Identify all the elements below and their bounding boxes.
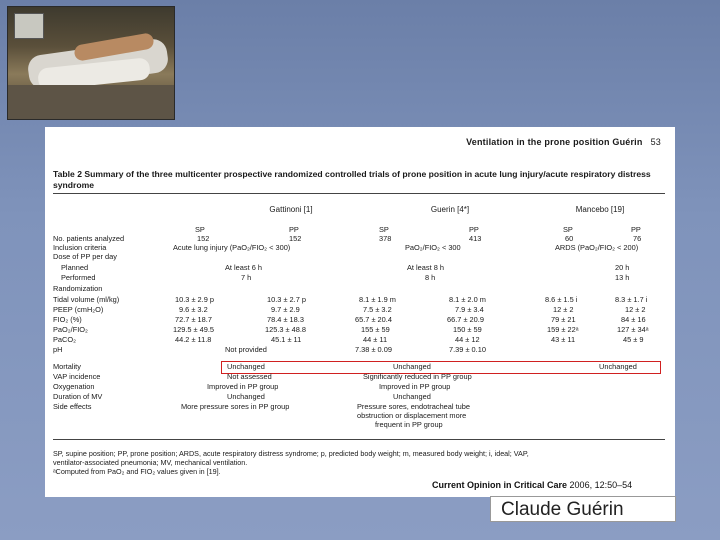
col-pp-2: PP <box>469 225 479 234</box>
cell-pf-6: 127 ± 34ᵃ <box>617 325 649 334</box>
cell-peep-4: 7.9 ± 3.4 <box>455 305 484 314</box>
cell-performed-3: 13 h <box>615 273 630 282</box>
trial-header-2: Guerin [4*] <box>430 205 470 214</box>
cell-oxygenation-1: Improved in PP group <box>207 382 279 391</box>
row-label-fio2: FIO₂ (%) <box>53 315 82 324</box>
cell-oxygenation-2: Improved in PP group <box>379 382 451 391</box>
cell-pf-4: 150 ± 59 <box>453 325 482 334</box>
cell-mortality-1: Unchanged <box>227 362 265 371</box>
cell-performed-1: 7 h <box>241 273 252 282</box>
cell-pf-2: 125.3 ± 48.8 <box>265 325 307 334</box>
cell-patients-5: 60 <box>565 234 574 243</box>
cell-side-1: More pressure sores in PP group <box>181 402 290 411</box>
row-label-tidal: Tidal volume (ml/kg) <box>53 295 120 304</box>
cell-tidal-4: 8.1 ± 2.0 m <box>449 295 486 304</box>
journal-volume: 2006, 12:50–54 <box>569 480 633 490</box>
cell-pf-5: 159 ± 22ᵃ <box>547 325 579 334</box>
cell-ph-3: 7.39 ± 0.10 <box>449 345 486 354</box>
footnote-a: ᵃComputed from PaO₂ and FIO₂ values given in [19]. <box>53 467 221 476</box>
col-sp-3: SP <box>563 225 573 234</box>
row-label-mortality: Mortality <box>53 362 81 371</box>
cell-performed-2: 8 h <box>425 273 436 282</box>
cell-inclusion-2: PaO₂/FIO₂ < 300 <box>405 243 461 252</box>
row-label-oxygenation: Oxygenation <box>53 382 95 391</box>
cell-paco2-5: 43 ± 11 <box>551 335 576 344</box>
cell-fio2-5: 79 ± 21 <box>551 315 576 324</box>
trial-header-1: Gattinoni [1] <box>269 205 313 214</box>
cell-tidal-2: 10.3 ± 2.7 p <box>267 295 306 304</box>
patient-photo <box>7 6 175 120</box>
row-label-ph: pH <box>53 345 63 354</box>
running-head-title: Ventilation in the prone position Guérin <box>466 137 643 147</box>
cell-patients-4: 413 <box>469 234 482 243</box>
row-label-peep: PEEP (cmH₂O) <box>53 305 104 314</box>
row-label-duration: Duration of MV <box>53 392 103 401</box>
cell-paco2-4: 44 ± 12 <box>455 335 480 344</box>
journal-page <box>45 127 675 497</box>
row-label-pf: PaO₂/FIO₂ <box>53 325 88 334</box>
cell-peep-6: 12 ± 2 <box>625 305 646 314</box>
cell-patients-3: 378 <box>379 234 392 243</box>
cell-side-2c: frequent in PP group <box>375 420 443 429</box>
cell-pf-3: 155 ± 59 <box>361 325 390 334</box>
cell-tidal-1: 10.3 ± 2.9 p <box>175 295 214 304</box>
row-label-performed: Performed <box>61 273 96 282</box>
cell-planned-2: At least 8 h <box>407 263 444 272</box>
table-footnotes <box>53 449 665 476</box>
col-sp-1: SP <box>195 225 205 234</box>
cell-vap-2: Significantly reduced in PP group <box>363 372 472 381</box>
cell-side-2a: Pressure sores, endotracheal tube <box>357 402 470 411</box>
cell-tidal-3: 8.1 ± 1.9 m <box>359 295 396 304</box>
cell-fio2-2: 78.4 ± 18.3 <box>267 315 304 324</box>
table-title: Table 2 Summary of the three multicenter prospective randomized controlled trials of prone position in acute lung injury/acute respiratory distress syndrome <box>53 169 651 190</box>
cell-patients-1: 152 <box>197 234 210 243</box>
page-number: 53 <box>650 137 661 147</box>
cell-inclusion-3: ARDS (PaO₂/FIO₂ < 200) <box>555 243 639 252</box>
cell-planned-1: At least 6 h <box>225 263 262 272</box>
cell-peep-2: 9.7 ± 2.9 <box>271 305 300 314</box>
cell-planned-3: 20 h <box>615 263 630 272</box>
trial-header-3: Mancebo [19] <box>575 205 625 214</box>
cell-paco2-6: 45 ± 9 <box>623 335 644 344</box>
cell-paco2-3: 44 ± 11 <box>363 335 388 344</box>
row-label-inclusion: Inclusion criteria <box>53 243 107 252</box>
col-sp-2: SP <box>379 225 389 234</box>
cell-peep-1: 9.6 ± 3.2 <box>179 305 208 314</box>
row-label-dose: Dose of PP per day <box>53 252 117 261</box>
cell-paco2-2: 45.1 ± 11 <box>271 335 302 344</box>
cell-vap-1: Not assessed <box>227 372 272 381</box>
cell-patients-2: 152 <box>289 234 302 243</box>
running-head <box>466 137 661 147</box>
cell-fio2-3: 65.7 ± 20.4 <box>355 315 392 324</box>
table-top-rule <box>53 193 665 194</box>
cell-fio2-4: 66.7 ± 20.9 <box>447 315 484 324</box>
col-pp-1: PP <box>289 225 299 234</box>
row-label-paco2: PaCO₂ <box>53 335 76 344</box>
cell-pf-1: 129.5 ± 49.5 <box>173 325 215 334</box>
cell-fio2-1: 72.7 ± 18.7 <box>175 315 212 324</box>
cell-tidal-5: 8.6 ± 1.5 i <box>545 295 578 304</box>
row-label-randomization: Randomization <box>53 284 103 293</box>
cell-ph-1: Not provided <box>225 345 267 354</box>
col-pp-3: PP <box>631 225 641 234</box>
cell-fio2-6: 84 ± 16 <box>621 315 646 324</box>
monitor-shape <box>14 13 44 39</box>
cell-side-2b: obstruction or displacement more <box>357 411 467 420</box>
cell-mortality-3: Unchanged <box>599 362 637 371</box>
row-label-side: Side effects <box>53 402 92 411</box>
cell-duration-2: Unchanged <box>393 392 431 401</box>
journal-name: Current Opinion in Critical Care <box>432 480 568 490</box>
row-label-planned: Planned <box>61 263 89 272</box>
cell-ph-2: 7.38 ± 0.09 <box>355 345 392 354</box>
footnote-abbrev-1: SP, supine position; PP, prone position; ARDS, acute respiratory distress syndrome; p, predicted body weight; m, measured body weight; i, ideal; VAP, <box>53 449 529 458</box>
bed-frame-shape <box>8 85 174 119</box>
cell-patients-6: 76 <box>633 234 642 243</box>
row-label-patients: No. patients analyzed <box>53 234 125 243</box>
footnote-abbrev-2: ventilator-associated pneumonia; MV, mechanical ventilation. <box>53 458 248 467</box>
cell-peep-3: 7.5 ± 3.2 <box>363 305 392 314</box>
journal-citation <box>432 480 632 490</box>
cell-mortality-2: Unchanged <box>393 362 431 371</box>
cell-peep-5: 12 ± 2 <box>553 305 574 314</box>
cell-duration-1: Unchanged <box>227 392 265 401</box>
table-bottom-rule <box>53 439 665 440</box>
cell-tidal-6: 8.3 ± 1.7 i <box>615 295 648 304</box>
cell-inclusion-1: Acute lung injury (PaO₂/FIO₂ < 300) <box>173 243 291 252</box>
author-name-box: Claude Guérin <box>490 496 676 522</box>
row-label-vap: VAP incidence <box>53 372 101 381</box>
cell-paco2-1: 44.2 ± 11.8 <box>175 335 212 344</box>
